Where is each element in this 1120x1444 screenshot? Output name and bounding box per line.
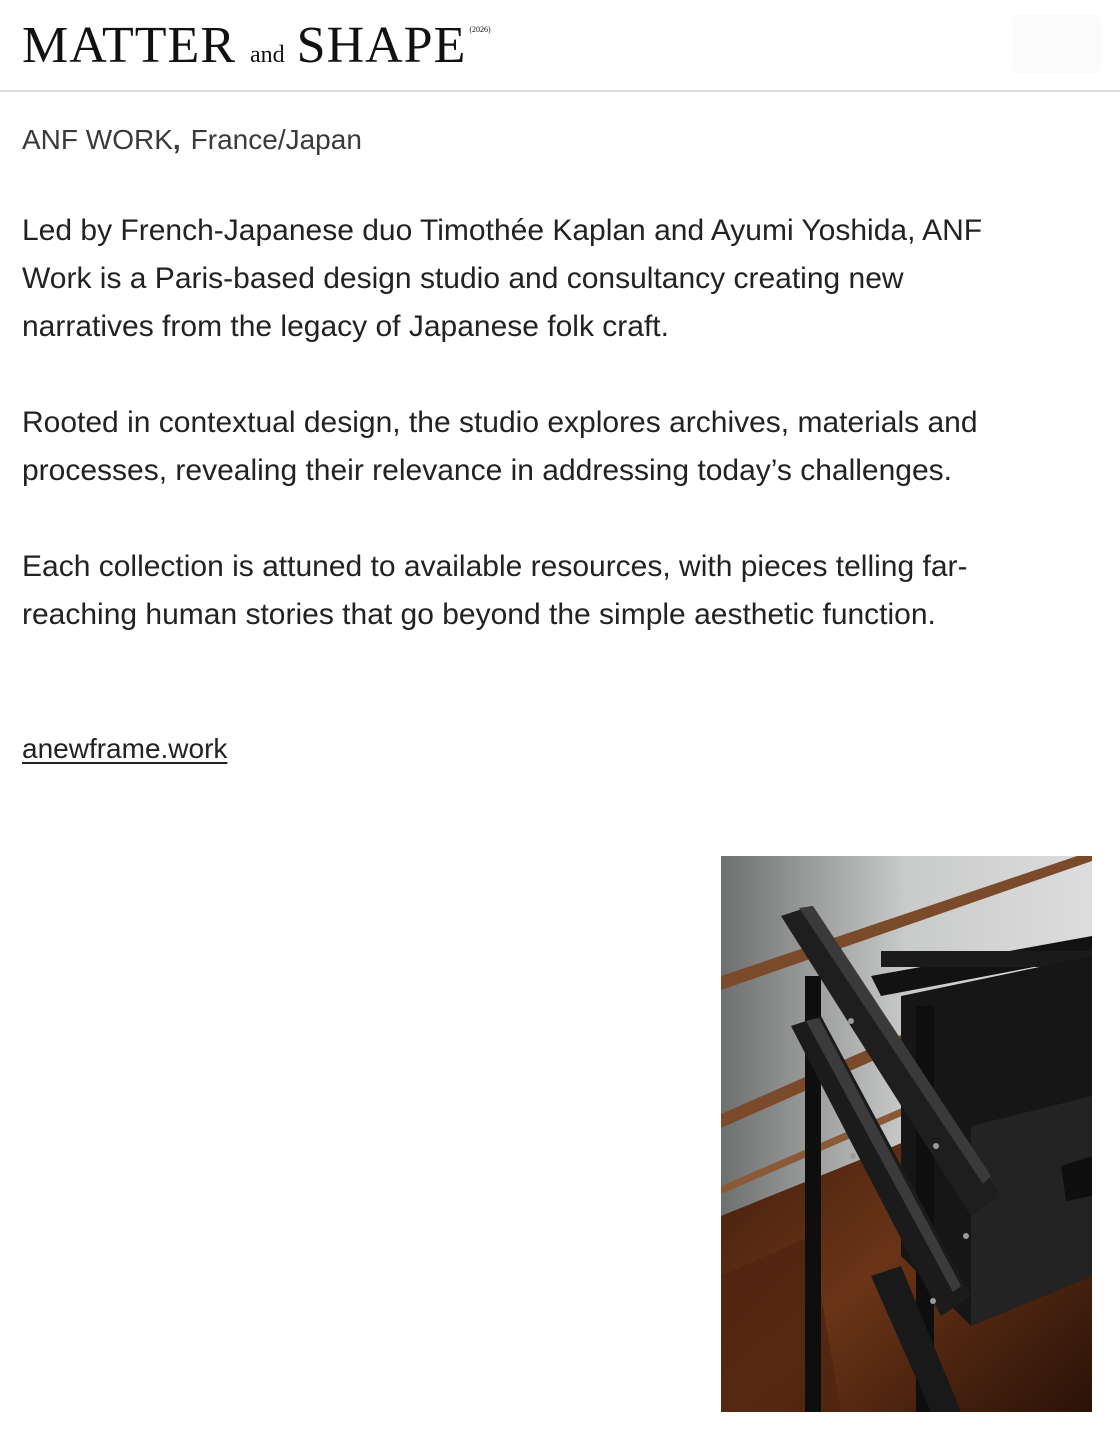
- studio-description-paragraph: Rooted in contextual design, the studio explores archives, materials and processes, revealing their relevance in addressing today’s challenges.: [22, 406, 978, 487]
- header-menu-area[interactable]: [1012, 14, 1102, 74]
- studio-description-paragraph: Led by French-Japanese duo Timothée Kaplan and Ayumi Yoshida, ANF Work is a Paris-based design studio and consultancy creating new narratives from the legacy of Japanese folk craft.: [22, 214, 983, 343]
- logo-and: and: [250, 42, 285, 68]
- studio-separator: ,: [172, 124, 181, 155]
- site-logo[interactable]: [22, 17, 491, 74]
- site-header: [0, 0, 1120, 92]
- chair-photo-illustration: [721, 856, 1092, 1412]
- studio-heading: [22, 124, 362, 156]
- logo-year: (2026): [469, 25, 491, 34]
- logo-shape: SHAPE: [296, 17, 467, 74]
- studio-location: France/Japan: [190, 124, 362, 155]
- logo-matter: MATTER: [22, 17, 236, 74]
- chair-photo[interactable]: [721, 856, 1092, 1412]
- studio-website-link[interactable]: anewframe.work: [22, 733, 228, 764]
- studio-description-paragraph: Each collection is attuned to available resources, with pieces telling far-reaching human stories that go beyond the simple aesthetic function.: [22, 550, 968, 631]
- studio-name: ANF WORK: [22, 124, 173, 155]
